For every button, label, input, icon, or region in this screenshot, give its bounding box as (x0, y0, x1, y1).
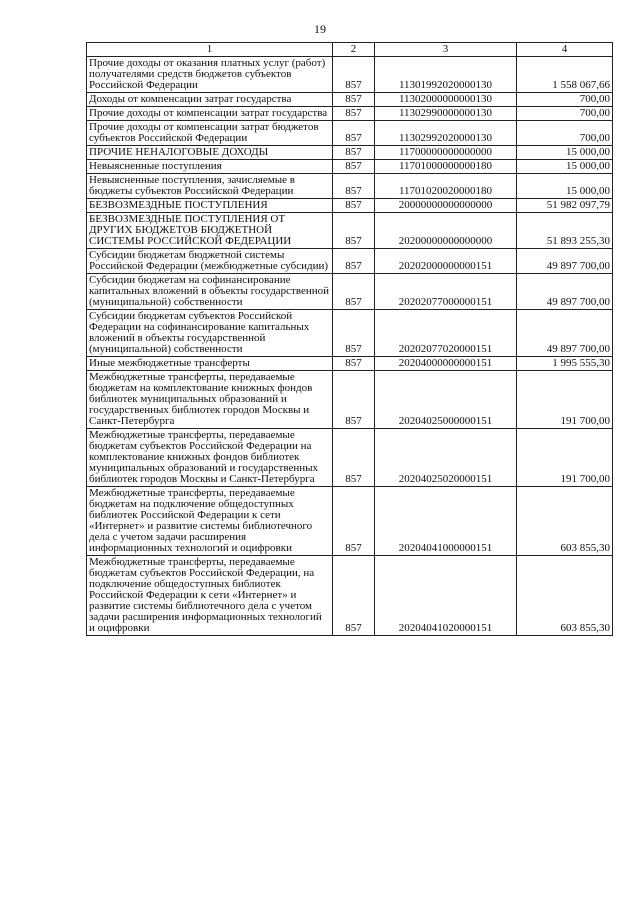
table-row (87, 146, 613, 160)
row-admin-code: 857 (333, 93, 375, 107)
table-row (87, 199, 613, 213)
row-admin-code: 857 (333, 249, 375, 274)
row-budget-code: 20202000000000151 (375, 249, 517, 274)
row-amount: 700,00 (517, 93, 613, 107)
row-amount: 700,00 (517, 107, 613, 121)
row-budget-code: 20204000000000151 (375, 357, 517, 371)
row-amount: 191 700,00 (517, 429, 613, 487)
row-admin-code: 857 (333, 213, 375, 249)
row-admin-code: 857 (333, 556, 375, 636)
table-row (87, 213, 613, 249)
table-row (87, 371, 613, 429)
row-name: БЕЗВОЗМЕЗДНЫЕ ПОСТУПЛЕНИЯ ОТ ДРУГИХ БЮДЖЕТОВ БЮДЖЕТНОЙ СИСТЕМЫ РОССИЙСКОЙ ФЕДЕРАЦИИ (87, 213, 333, 249)
row-amount: 15 000,00 (517, 174, 613, 199)
table-row (87, 174, 613, 199)
row-amount: 1 995 555,30 (517, 357, 613, 371)
table-row (87, 429, 613, 487)
row-amount: 51 893 255,30 (517, 213, 613, 249)
row-name: Невыясненные поступления, зачисляемые в бюджеты субъектов Российской Федерации (87, 174, 333, 199)
row-budget-code: 20204025000000151 (375, 371, 517, 429)
row-name: Межбюджетные трансферты, передаваемые бюджетам субъектов Российской Федерации, на подключение общедоступных библиотек Российской Федерации к сети «Интернет» и развитие системы библиотечного дела с учетом задачи расширения информационных технологий и оцифровки (87, 556, 333, 636)
row-admin-code: 857 (333, 121, 375, 146)
table-body (87, 57, 613, 636)
budget-revenue-table (86, 42, 613, 636)
row-budget-code: 11701000000000180 (375, 160, 517, 174)
row-budget-code: 11302990000000130 (375, 107, 517, 121)
column-header-1: 1 (87, 43, 333, 57)
row-name: Субсидии бюджетам на софинансирование капитальных вложений в объекты государственной (муниципальной) собственности (87, 274, 333, 310)
row-budget-code: 20204041000000151 (375, 487, 517, 556)
row-budget-code: 20000000000000000 (375, 199, 517, 213)
row-name: Субсидии бюджетам бюджетной системы Российской Федерации (межбюджетные субсидии) (87, 249, 333, 274)
column-header-4: 4 (517, 43, 613, 57)
row-name: Межбюджетные трансферты, передаваемые бюджетам на комплектование книжных фондов библиотек муниципальных образований и государственных библиотек городов Москвы и Санкт-Петербурга (87, 371, 333, 429)
table-row (87, 93, 613, 107)
table-row (87, 57, 613, 93)
row-name: Межбюджетные трансферты, передаваемые бюджетам субъектов Российской Федерации на комплектование книжных фондов библиотек муниципальных образований и государственных библиотек городов Москвы и Санкт-Петербурга (87, 429, 333, 487)
table-row (87, 107, 613, 121)
row-name: Прочие доходы от оказания платных услуг (работ) получателями средств бюджетов субъектов Российской Федерации (87, 57, 333, 93)
table-row (87, 487, 613, 556)
row-admin-code: 857 (333, 199, 375, 213)
row-amount: 15 000,00 (517, 160, 613, 174)
table-row (87, 556, 613, 636)
row-amount: 1 558 067,66 (517, 57, 613, 93)
row-amount: 700,00 (517, 121, 613, 146)
table-header-row (87, 43, 613, 57)
row-budget-code: 11301992020000130 (375, 57, 517, 93)
row-name: Доходы от компенсации затрат государства (87, 93, 333, 107)
row-admin-code: 857 (333, 274, 375, 310)
row-budget-code: 11302992020000130 (375, 121, 517, 146)
row-name: Межбюджетные трансферты, передаваемые бюджетам на подключение общедоступных библиотек Российской Федерации к сети «Интернет» и развитие системы библиотечного дела с учетом задачи расширения информационных технологий и оцифровки (87, 487, 333, 556)
row-amount: 603 855,30 (517, 556, 613, 636)
row-budget-code: 20204041020000151 (375, 556, 517, 636)
row-admin-code: 857 (333, 310, 375, 357)
table-row (87, 274, 613, 310)
row-budget-code: 11302000000000130 (375, 93, 517, 107)
row-budget-code: 20202077000000151 (375, 274, 517, 310)
table-row (87, 310, 613, 357)
column-header-3: 3 (375, 43, 517, 57)
row-amount: 49 897 700,00 (517, 310, 613, 357)
row-budget-code: 20200000000000000 (375, 213, 517, 249)
row-admin-code: 857 (333, 57, 375, 93)
row-name: Иные межбюджетные трансферты (87, 357, 333, 371)
table-row (87, 357, 613, 371)
row-name: БЕЗВОЗМЕЗДНЫЕ ПОСТУПЛЕНИЯ (87, 199, 333, 213)
row-name: Прочие доходы от компенсации затрат государства (87, 107, 333, 121)
row-admin-code: 857 (333, 107, 375, 121)
row-admin-code: 857 (333, 487, 375, 556)
row-admin-code: 857 (333, 357, 375, 371)
row-admin-code: 857 (333, 429, 375, 487)
table-row (87, 160, 613, 174)
row-amount: 15 000,00 (517, 146, 613, 160)
page-number: 19 (314, 22, 326, 36)
row-amount: 51 982 097,79 (517, 199, 613, 213)
row-budget-code: 11701020020000180 (375, 174, 517, 199)
row-amount: 603 855,30 (517, 487, 613, 556)
row-budget-code: 11700000000000000 (375, 146, 517, 160)
row-budget-code: 20202077020000151 (375, 310, 517, 357)
row-name: Невыясненные поступления (87, 160, 333, 174)
row-name: Прочие доходы от компенсации затрат бюджетов субъектов Российской Федерации (87, 121, 333, 146)
table-row (87, 121, 613, 146)
row-admin-code: 857 (333, 371, 375, 429)
row-name: Субсидии бюджетам субъектов Российской Федерации на софинансирование капитальных вложений в объекты государственной (муниципальной) собственности (87, 310, 333, 357)
row-admin-code: 857 (333, 160, 375, 174)
row-amount: 49 897 700,00 (517, 274, 613, 310)
row-admin-code: 857 (333, 174, 375, 199)
row-amount: 191 700,00 (517, 371, 613, 429)
row-admin-code: 857 (333, 146, 375, 160)
column-header-2: 2 (333, 43, 375, 57)
row-amount: 49 897 700,00 (517, 249, 613, 274)
row-name: ПРОЧИЕ НЕНАЛОГОВЫЕ ДОХОДЫ (87, 146, 333, 160)
table-row (87, 249, 613, 274)
row-budget-code: 20204025020000151 (375, 429, 517, 487)
